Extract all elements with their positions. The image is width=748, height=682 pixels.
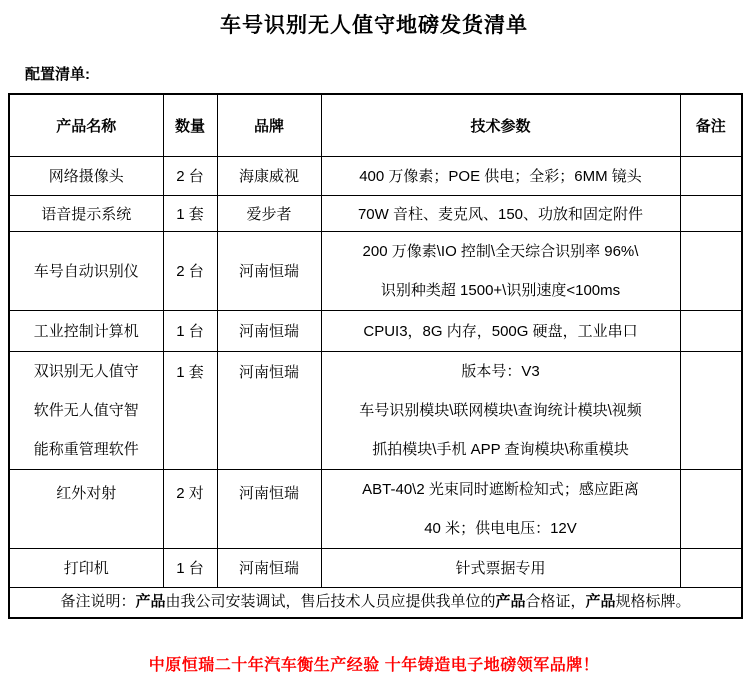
- specs-line: 识别种类超 1500+\识别速度<100ms: [380, 281, 621, 299]
- quantity-cell: 2 台: [163, 156, 217, 195]
- remark-cell: [680, 156, 742, 195]
- quantity-cell: 1 套: [163, 351, 217, 469]
- header-cell-quantity: 数量: [163, 94, 217, 156]
- page-title: 车号识别无人值守地磅发货清单: [220, 14, 528, 37]
- product-name-cell: 语音提示系统: [9, 195, 163, 231]
- brand-cell: 河南恒瑞: [217, 548, 321, 587]
- table-row: [9, 231, 742, 310]
- specs-line: ABT-40\2 光束同时遮断检知式；感应距离: [362, 480, 639, 498]
- section-label: 配置清单:: [25, 66, 90, 83]
- product-name-cell: 车号自动识别仪: [9, 231, 163, 310]
- note-text-bold: 产品: [495, 593, 526, 611]
- table-row: [9, 351, 742, 469]
- quantity-cell: 2 对: [163, 469, 217, 548]
- table-row: [9, 469, 742, 548]
- quantity-cell: 1 台: [163, 548, 217, 587]
- note-text-bold: 产品: [135, 593, 166, 611]
- product-name-cell: 工业控制计算机: [9, 310, 163, 351]
- product-name-cell: [9, 351, 163, 469]
- remark-cell: [680, 231, 742, 310]
- header-cell-specs: 技术参数: [321, 94, 680, 156]
- brand-cell: 爱步者: [217, 195, 321, 231]
- specs-line: 车号识别模块\联网模块\查询统计模块\视频: [359, 401, 642, 419]
- brand-cell: 河南恒瑞: [217, 231, 321, 310]
- product-name-cell: 打印机: [9, 548, 163, 587]
- remark-cell: [680, 351, 742, 469]
- quantity-cell: 2 台: [163, 231, 217, 310]
- specs-line: 抓拍模块\手机 APP 查询模块\称重模块: [372, 440, 629, 458]
- product-name-line: 双识别无人值守: [33, 362, 139, 380]
- specs-cell: [321, 469, 680, 548]
- specs-cell: [321, 231, 680, 310]
- table-row: [9, 310, 742, 351]
- brand-cell: 河南恒瑞: [217, 310, 321, 351]
- products-table: [8, 93, 743, 619]
- note-cell: [9, 587, 742, 618]
- note-text: 由我公司安装调试，售后技术人员应提供我单位的: [165, 593, 496, 611]
- brand-cell: 海康威视: [217, 156, 321, 195]
- note-row: [9, 587, 742, 618]
- specs-line: 40 米；供电电压：12V: [424, 519, 577, 537]
- quantity-cell: 1 套: [163, 195, 217, 231]
- specs-cell: 70W 音柱、麦克风、150、功放和固定附件: [321, 195, 680, 231]
- table-row: [9, 156, 742, 195]
- quantity-cell: 1 台: [163, 310, 217, 351]
- note-text-bold: 产品: [585, 593, 616, 611]
- product-name-cell: 红外对射: [9, 469, 163, 548]
- header-row: [9, 94, 742, 156]
- header-cell-remark: 备注: [680, 94, 742, 156]
- product-name-line: 软件无人值守智: [33, 401, 139, 419]
- note-text: 备注说明：: [60, 593, 136, 611]
- product-name-line: 能称重管理软件: [33, 440, 139, 458]
- remark-cell: [680, 310, 742, 351]
- product-name-cell: 网络摄像头: [9, 156, 163, 195]
- brand-cell: 河南恒瑞: [217, 469, 321, 548]
- remark-cell: [680, 548, 742, 587]
- specs-cell: 针式票据专用: [321, 548, 680, 587]
- specs-line: 版本号：V3: [461, 362, 540, 380]
- remark-cell: [680, 195, 742, 231]
- note-text: 规格标牌。: [615, 593, 691, 611]
- brand-cell: 河南恒瑞: [217, 351, 321, 469]
- table-row: [9, 548, 742, 587]
- header-cell-brand: 品牌: [217, 94, 321, 156]
- specs-line: 200 万像素\IO 控制\全天综合识别率 96%\: [362, 242, 639, 260]
- header-cell-product-name: 产品名称: [9, 94, 163, 156]
- footer-slogan: 中原恒瑞二十年汽车衡生产经验 十年铸造电子地磅领军品牌！: [148, 657, 600, 674]
- specs-cell: [321, 351, 680, 469]
- remark-cell: [680, 469, 742, 548]
- specs-cell: CPUI3，8G 内存，500G 硬盘，工业串口: [321, 310, 680, 351]
- note-text: 合格证，: [525, 593, 586, 611]
- specs-cell: 400 万像素；POE 供电；全彩；6MM 镜头: [321, 156, 680, 195]
- table-row: [9, 195, 742, 231]
